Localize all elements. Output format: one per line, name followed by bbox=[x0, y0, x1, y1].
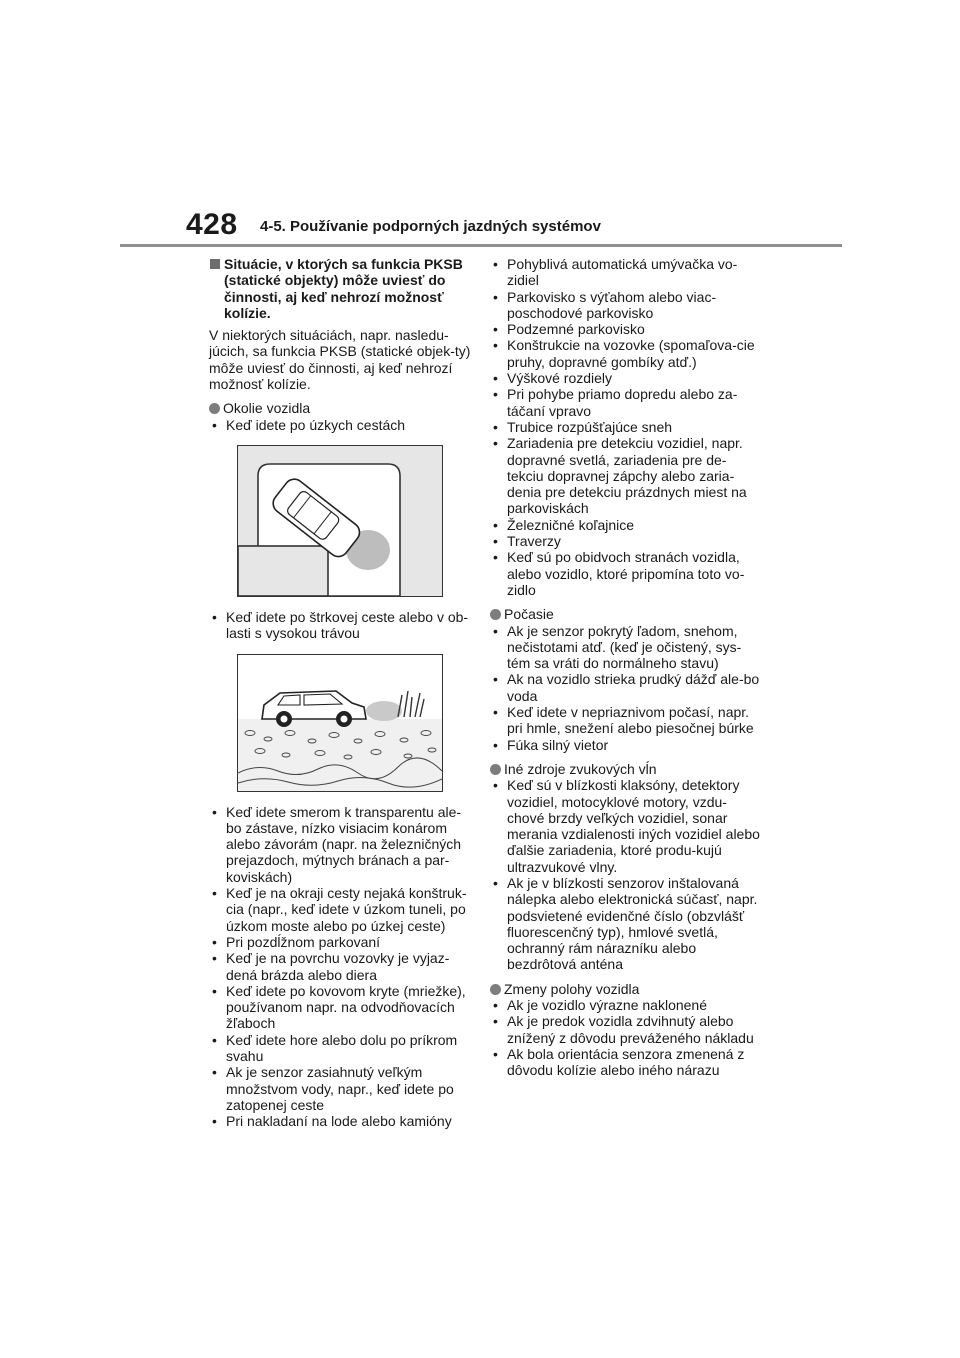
bullet-mark: • bbox=[212, 933, 217, 950]
bullet-mark: • bbox=[212, 1064, 217, 1081]
list-item-text: Fúka silný vietor bbox=[507, 736, 609, 753]
bullet-mark: • bbox=[493, 874, 498, 891]
list-item-text: Pri nakladaní na lode alebo kamióny bbox=[226, 1113, 452, 1130]
list-item-text: Ak na vozidlo strieka prudký dážď ale-bo voda bbox=[507, 671, 760, 704]
list-item-text: Pri pozdĺžnom parkovaní bbox=[226, 933, 381, 950]
list-item bbox=[490, 517, 762, 533]
list-item-text: Konštrukcie na vozovke (spomaľova-cie pruhy, dopravné gombíky atď.) bbox=[507, 337, 755, 370]
list-item-text: Traverzy bbox=[507, 533, 561, 550]
square-bullet-icon bbox=[210, 259, 220, 269]
bullet-mark: • bbox=[493, 288, 498, 305]
bullet-mark: • bbox=[493, 622, 498, 639]
circle-bullet-icon bbox=[209, 403, 220, 414]
header-divider bbox=[120, 244, 842, 247]
list-item-text: Keď idete po štrkovej ceste alebo v ob-lasti s vysokou trávou bbox=[226, 608, 469, 642]
bullet-mark: • bbox=[493, 370, 498, 387]
list-item bbox=[490, 386, 762, 419]
list-item-text: Keď sú v blízkosti klaksóny, detektory vozidiel, motocyklové motory, vzdu-chové brzdy veľkých vozidiel, sonar merania vzdialenosti iných vozidiel alebo ďalšie zariadenia, ktoré produ-kujú ultrazvukové vlny. bbox=[507, 777, 760, 875]
narrow-road-illustration bbox=[237, 445, 443, 597]
list-item bbox=[490, 704, 762, 737]
list-item bbox=[209, 1032, 471, 1065]
bullet-mark: • bbox=[493, 337, 498, 354]
list-item bbox=[490, 549, 762, 598]
bullet-mark: • bbox=[493, 435, 498, 452]
bullet-list bbox=[490, 256, 762, 598]
bullet-list bbox=[490, 777, 762, 973]
list-item bbox=[490, 435, 762, 516]
subsection-heading bbox=[209, 400, 471, 416]
subsection-title: Okolie vozidla bbox=[223, 400, 311, 417]
bullet-mark: • bbox=[212, 1113, 217, 1130]
bullet-mark: • bbox=[493, 1013, 498, 1030]
bullet-mark: • bbox=[493, 418, 498, 435]
list-item-text: Výškové rozdiely bbox=[507, 370, 613, 387]
list-item bbox=[490, 777, 762, 875]
list-item-text: Ak je predok vozidla zdvihnutý alebo znížený z dôvodu preváženého nákladu bbox=[507, 1013, 754, 1046]
list-item bbox=[490, 1013, 762, 1046]
bullet-mark: • bbox=[493, 997, 498, 1014]
list-item-text: Pohyblivá automatická umývačka vo-zidiel bbox=[507, 256, 738, 289]
list-item-text: Zariadenia pre detekciu vozidiel, napr. dopravné svetlá, zariadenia pre de-tekciu dopravnej zápchy alebo zaria-denia pre detekciu prázdnych miest na parkoviskách bbox=[507, 435, 747, 517]
chapter-title: 4-5. Používanie podporných jazdných systémov bbox=[260, 218, 601, 235]
list-item-text: Ak bola orientácia senzora zmenená z dôvodu kolízie alebo iného nárazu bbox=[507, 1045, 745, 1079]
bullet-list bbox=[490, 623, 762, 753]
list-item bbox=[209, 1064, 471, 1113]
intro-paragraph: V niektorých situáciách, napr. nasledu-júcich, sa funkcia PKSB (statické objek-ty) môže uviesť do činnosti, aj keď nehrozí možnosť kolízie. bbox=[209, 327, 471, 393]
list-item bbox=[209, 950, 471, 983]
bullet-mark: • bbox=[493, 256, 498, 272]
circle-bullet-icon bbox=[490, 984, 501, 995]
list-item bbox=[490, 289, 762, 322]
list-item-text: Keď idete v nepriaznivom počasí, napr. pri hmle, snežení alebo piesočnej búrke bbox=[507, 704, 754, 737]
circle-bullet-icon bbox=[490, 764, 501, 775]
bullet-mark: • bbox=[493, 321, 498, 338]
list-item bbox=[490, 623, 762, 672]
list-item bbox=[490, 370, 762, 386]
list-item-text: Ak je v blízkosti senzorov inštalovaná nálepka alebo elektronická súčasť, napr. podsvietené evidenčné číslo (obzvlášť fluorescenčný typ), hmlové svetlá, ochranný rám nárazníku alebo bezdrôtová anténa bbox=[507, 874, 758, 973]
subsection-title: Počasie bbox=[504, 606, 554, 623]
sensor-detection-area bbox=[366, 701, 402, 721]
bullet-mark: • bbox=[212, 803, 217, 820]
list-item bbox=[490, 737, 762, 753]
bullet-mark: • bbox=[212, 950, 217, 967]
bullet-mark: • bbox=[212, 608, 217, 625]
list-item-text: Železničné koľajnice bbox=[507, 516, 635, 533]
bullet-mark: • bbox=[493, 736, 498, 753]
narrow-road-drawing bbox=[238, 446, 442, 596]
list-item bbox=[209, 1113, 471, 1129]
bullet-list bbox=[490, 997, 762, 1078]
list-item-text: Ak je vozidlo výrazne naklonené bbox=[507, 997, 708, 1014]
list-item-text: Pri pohybe priamo dopredu alebo za-táčaní vpravo bbox=[507, 386, 738, 419]
right-column bbox=[490, 256, 762, 1079]
page-number: 428 bbox=[186, 208, 238, 241]
bullet-mark: • bbox=[493, 704, 498, 721]
list-item-text: Keď idete hore alebo dolu po príkrom svahu bbox=[226, 1031, 458, 1065]
list-item bbox=[209, 609, 471, 642]
list-item bbox=[490, 256, 762, 289]
list-item bbox=[490, 671, 762, 704]
bullet-mark: • bbox=[493, 777, 498, 794]
list-item-text: Trubice rozpúšťajúce sneh bbox=[507, 418, 673, 435]
bullet-mark: • bbox=[212, 982, 217, 999]
list-item bbox=[209, 804, 471, 885]
section-heading bbox=[209, 256, 471, 321]
bullet-mark: • bbox=[493, 516, 498, 533]
left-column bbox=[209, 256, 471, 1130]
bullet-mark: • bbox=[493, 386, 498, 403]
gravel-road-drawing bbox=[238, 655, 442, 791]
list-item bbox=[490, 321, 762, 337]
list-item bbox=[209, 417, 471, 433]
subsection-heading bbox=[490, 606, 762, 622]
list-item bbox=[490, 337, 762, 370]
subsection-title: Zmeny polohy vozidla bbox=[504, 980, 640, 997]
list-item bbox=[490, 533, 762, 549]
list-item-text: Keď idete smerom k transparentu ale-bo zástave, nízko visiacim konárom alebo závorám (napr. na železničných prejazdoch, mýtnych bránach a par-koviskách) bbox=[226, 803, 462, 885]
bullet-mark: • bbox=[493, 671, 498, 688]
list-item-text: Keď sú po obidvoch stranách vozidla, alebo vozidlo, ktoré pripomína toto vo-zidlo bbox=[507, 549, 745, 598]
bullet-list bbox=[209, 417, 471, 433]
list-item bbox=[209, 983, 471, 1032]
circle-bullet-icon bbox=[490, 609, 501, 620]
list-item-text: Keď je na okraji cesty nejaká konštruk-cia (napr., keď idete v úzkom tuneli, po úzkom moste alebo po úzkej ceste) bbox=[226, 885, 467, 934]
list-item-text: Ak je senzor zasiahnutý veľkým množstvom vody, napr., keď idete po zatopenej ceste bbox=[226, 1064, 454, 1113]
subsection-title: Iné zdroje zvukových vĺn bbox=[504, 760, 657, 777]
list-item-text: Keď je na povrchu vozovky je vyjaz-dená brázda alebo diera bbox=[226, 950, 450, 983]
list-item bbox=[490, 419, 762, 435]
list-item bbox=[209, 885, 471, 934]
bullet-list bbox=[209, 804, 471, 1130]
list-item bbox=[209, 934, 471, 950]
list-item-text: Keď idete po kovovom kryte (mriežke), používanom napr. na odvodňovacích žľaboch bbox=[226, 982, 466, 1032]
bullet-mark: • bbox=[493, 1045, 498, 1062]
bullet-mark: • bbox=[493, 533, 498, 550]
bullet-mark: • bbox=[493, 549, 498, 566]
list-item-text: Podzemné parkovisko bbox=[507, 321, 645, 338]
curb-block bbox=[238, 546, 328, 596]
subsection-heading bbox=[490, 761, 762, 777]
bullet-list bbox=[209, 609, 471, 642]
list-item bbox=[490, 875, 762, 973]
bullet-mark: • bbox=[212, 416, 217, 433]
gravel-road-illustration bbox=[237, 654, 443, 792]
bullet-mark: • bbox=[212, 1031, 217, 1048]
list-item-text: Parkovisko s výťahom alebo viac-poschodové parkovisko bbox=[507, 288, 717, 321]
list-item bbox=[490, 997, 762, 1013]
list-item-text: Keď idete po úzkych cestách bbox=[226, 416, 406, 433]
heading-text: Situácie, v ktorých sa funkcia PKSB (statické objekty) môže uviesť do činnosti, aj keď nehrozí možnosť kolízie. bbox=[224, 256, 463, 321]
list-item-text: Ak je senzor pokrytý ľadom, snehom, nečistotami atď. (keď je očistený, sys-tém sa vráti do normálneho stavu) bbox=[507, 622, 742, 672]
subsection-heading bbox=[490, 981, 762, 997]
bullet-mark: • bbox=[212, 885, 217, 902]
list-item bbox=[490, 1046, 762, 1079]
